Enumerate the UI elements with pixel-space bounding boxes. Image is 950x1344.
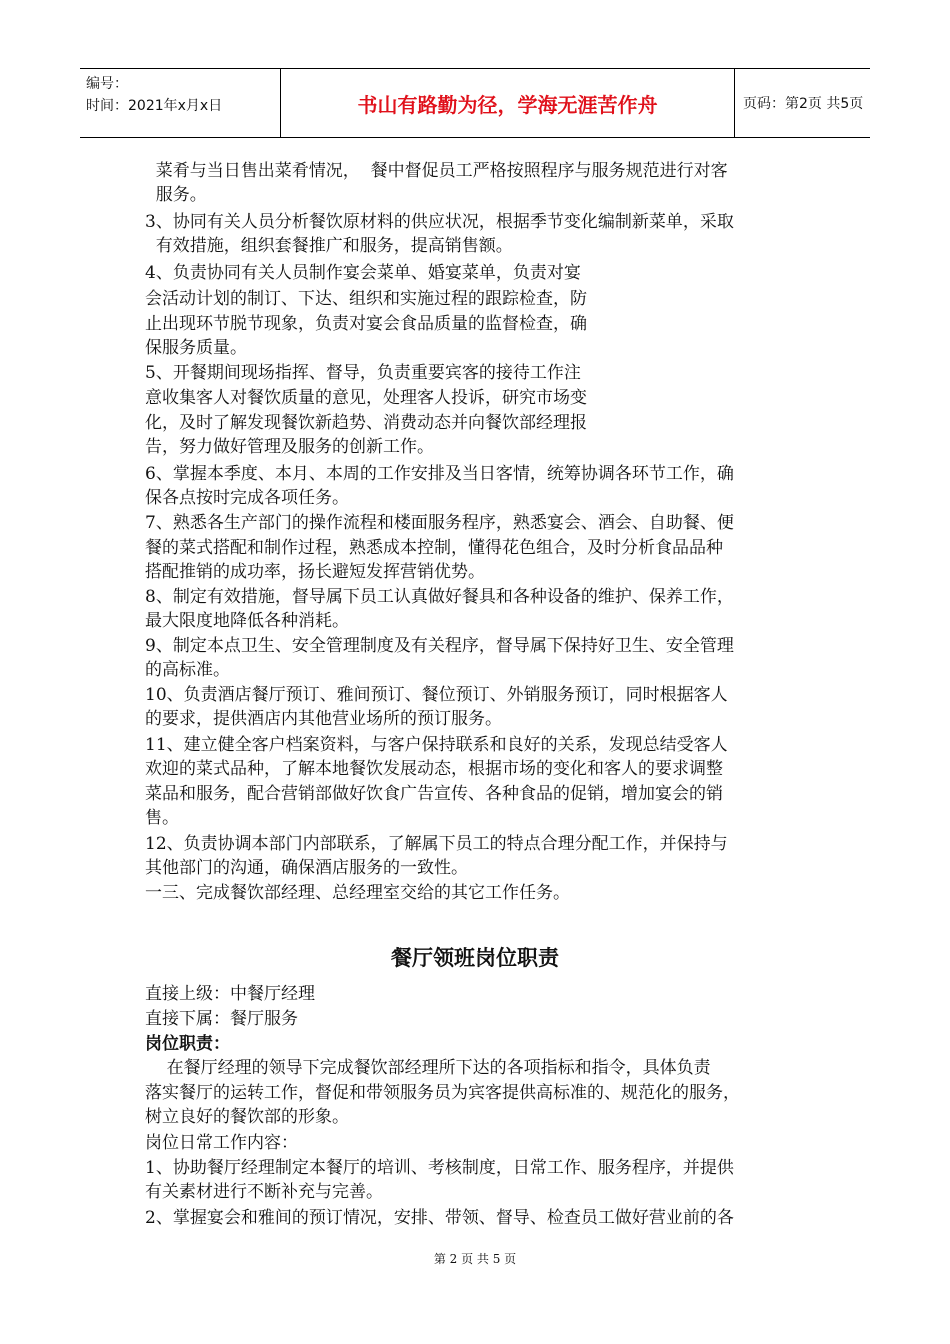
header-motto: 书山有路勤为径，学海无涯苦作舟 [280,69,735,137]
body-line: 意收集客人对餐饮质量的意见，处理客人投诉，研究市场变 [145,388,587,408]
body-line: 化，及时了解发现餐饮新趋势、消费动态并向餐饮部经理报 [145,413,587,433]
page-footer: 第 2 页 共 5 页 [433,1252,517,1266]
section-line-heading: 岗位职责： [145,1034,230,1054]
body-line: 4、负责协同有关人员制作宴会菜单、婚宴菜单，负责对宴 [145,263,581,283]
header-time: 时间：2021年x月x日 [86,98,223,114]
body-line: 11、建立健全客户档案资料，与客户保持联系和良好的关系，发现总结受客人 [145,735,728,755]
section-line: 1、协助餐厅经理制定本餐厅的培训、考核制度，日常工作、服务程序，并提供 [145,1158,734,1178]
body-line: 10、负责酒店餐厅预订、雅间预订、餐位预订、外销服务预订，同时根据客人 [145,685,728,705]
header-meta [80,69,280,137]
body-line: 一三、完成餐饮部经理、总经理室交给的其它工作任务。 [145,883,570,903]
body-line: 餐的菜式搭配和制作过程，熟悉成本控制，懂得花色组合，及时分析食品品种 [145,538,723,558]
page-header [80,68,870,138]
section-line: 有关素材进行不断补充与完善。 [145,1182,383,1202]
body-line: 5、开餐期间现场指挥、督导，负责重要宾客的接待工作注 [145,363,581,383]
body-line: 最大限度地降低各种消耗。 [145,611,349,631]
body-line: 售。 [145,808,179,828]
body-line: 搭配推销的成功率，扬长避短发挥营销优势。 [145,562,485,582]
body-line: 其他部门的沟通，确保酒店服务的一致性。 [145,858,468,878]
header-number: 编号： [86,76,128,92]
body-line: 服务。 [145,185,207,205]
section-line: 在餐厅经理的领导下完成餐饮部经理所下达的各项指标和指令，具体负责 [145,1058,711,1078]
body-line: 12、负责协调本部门内部联系，了解属下员工的特点合理分配工作，并保持与 [145,834,728,854]
body-line: 保各点按时完成各项任务。 [145,488,349,508]
body-line: 3、协同有关人员分析餐饮原材料的供应状况，根据季节变化编制新菜单，采取 [145,212,734,232]
section-line: 落实餐厅的运转工作，督促和带领服务员为宾客提供高标准的、规范化的服务， [145,1083,740,1103]
body-line: 7、熟悉各生产部门的操作流程和楼面服务程序，熟悉宴会、酒会、自助餐、便 [145,513,734,533]
section-line: 岗位日常工作内容： [145,1133,298,1153]
body-line: 8、制定有效措施，督导属下员工认真做好餐具和各种设备的维护、保养工作， [145,587,734,607]
section-line: 树立良好的餐饮部的形象。 [145,1107,349,1127]
body-line: 有效措施，组织套餐推广和服务，提高销售额。 [145,236,513,256]
body-line: 止出现环节脱节现象，负责对宴会食品质量的监督检查，确 [145,314,587,334]
body-line: 的高标准。 [145,660,230,680]
section-line: 2、掌握宴会和雅间的预订情况，安排、带领、督导、检查员工做好营业前的各 [145,1208,734,1228]
body-line: 菜肴与当日售出菜肴情况， 餐中督促员工严格按照程序与服务规范进行对客 [145,161,728,181]
body-line: 欢迎的菜式品种，了解本地餐饮发展动态，根据市场的变化和客人的要求调整 [145,759,723,779]
section-title: 餐厅领班岗位职责 [391,946,559,970]
section-line: 直接下属：餐厅服务 [145,1009,298,1029]
body-line: 的要求，提供酒店内其他营业场所的预订服务。 [145,709,502,729]
body-line: 6、掌握本季度、本月、本周的工作安排及当日客情，统筹协调各环节工作，确 [145,464,734,484]
body-line: 告，努力做好管理及服务的创新工作。 [145,437,434,457]
section-line: 直接上级：中餐厅经理 [145,984,315,1004]
header-page: 页码：第2页 共5页 [743,96,864,112]
body-line: 9、制定本点卫生、安全管理制度及有关程序，督导属下保持好卫生、安全管理 [145,636,734,656]
body-line: 会活动计划的制订、下达、组织和实施过程的跟踪检查，防 [145,289,587,309]
body-line: 保服务质量。 [145,338,247,358]
body-line: 菜品和服务，配合营销部做好饮食广告宣传、各种食品的促销，增加宴会的销 [145,784,723,804]
